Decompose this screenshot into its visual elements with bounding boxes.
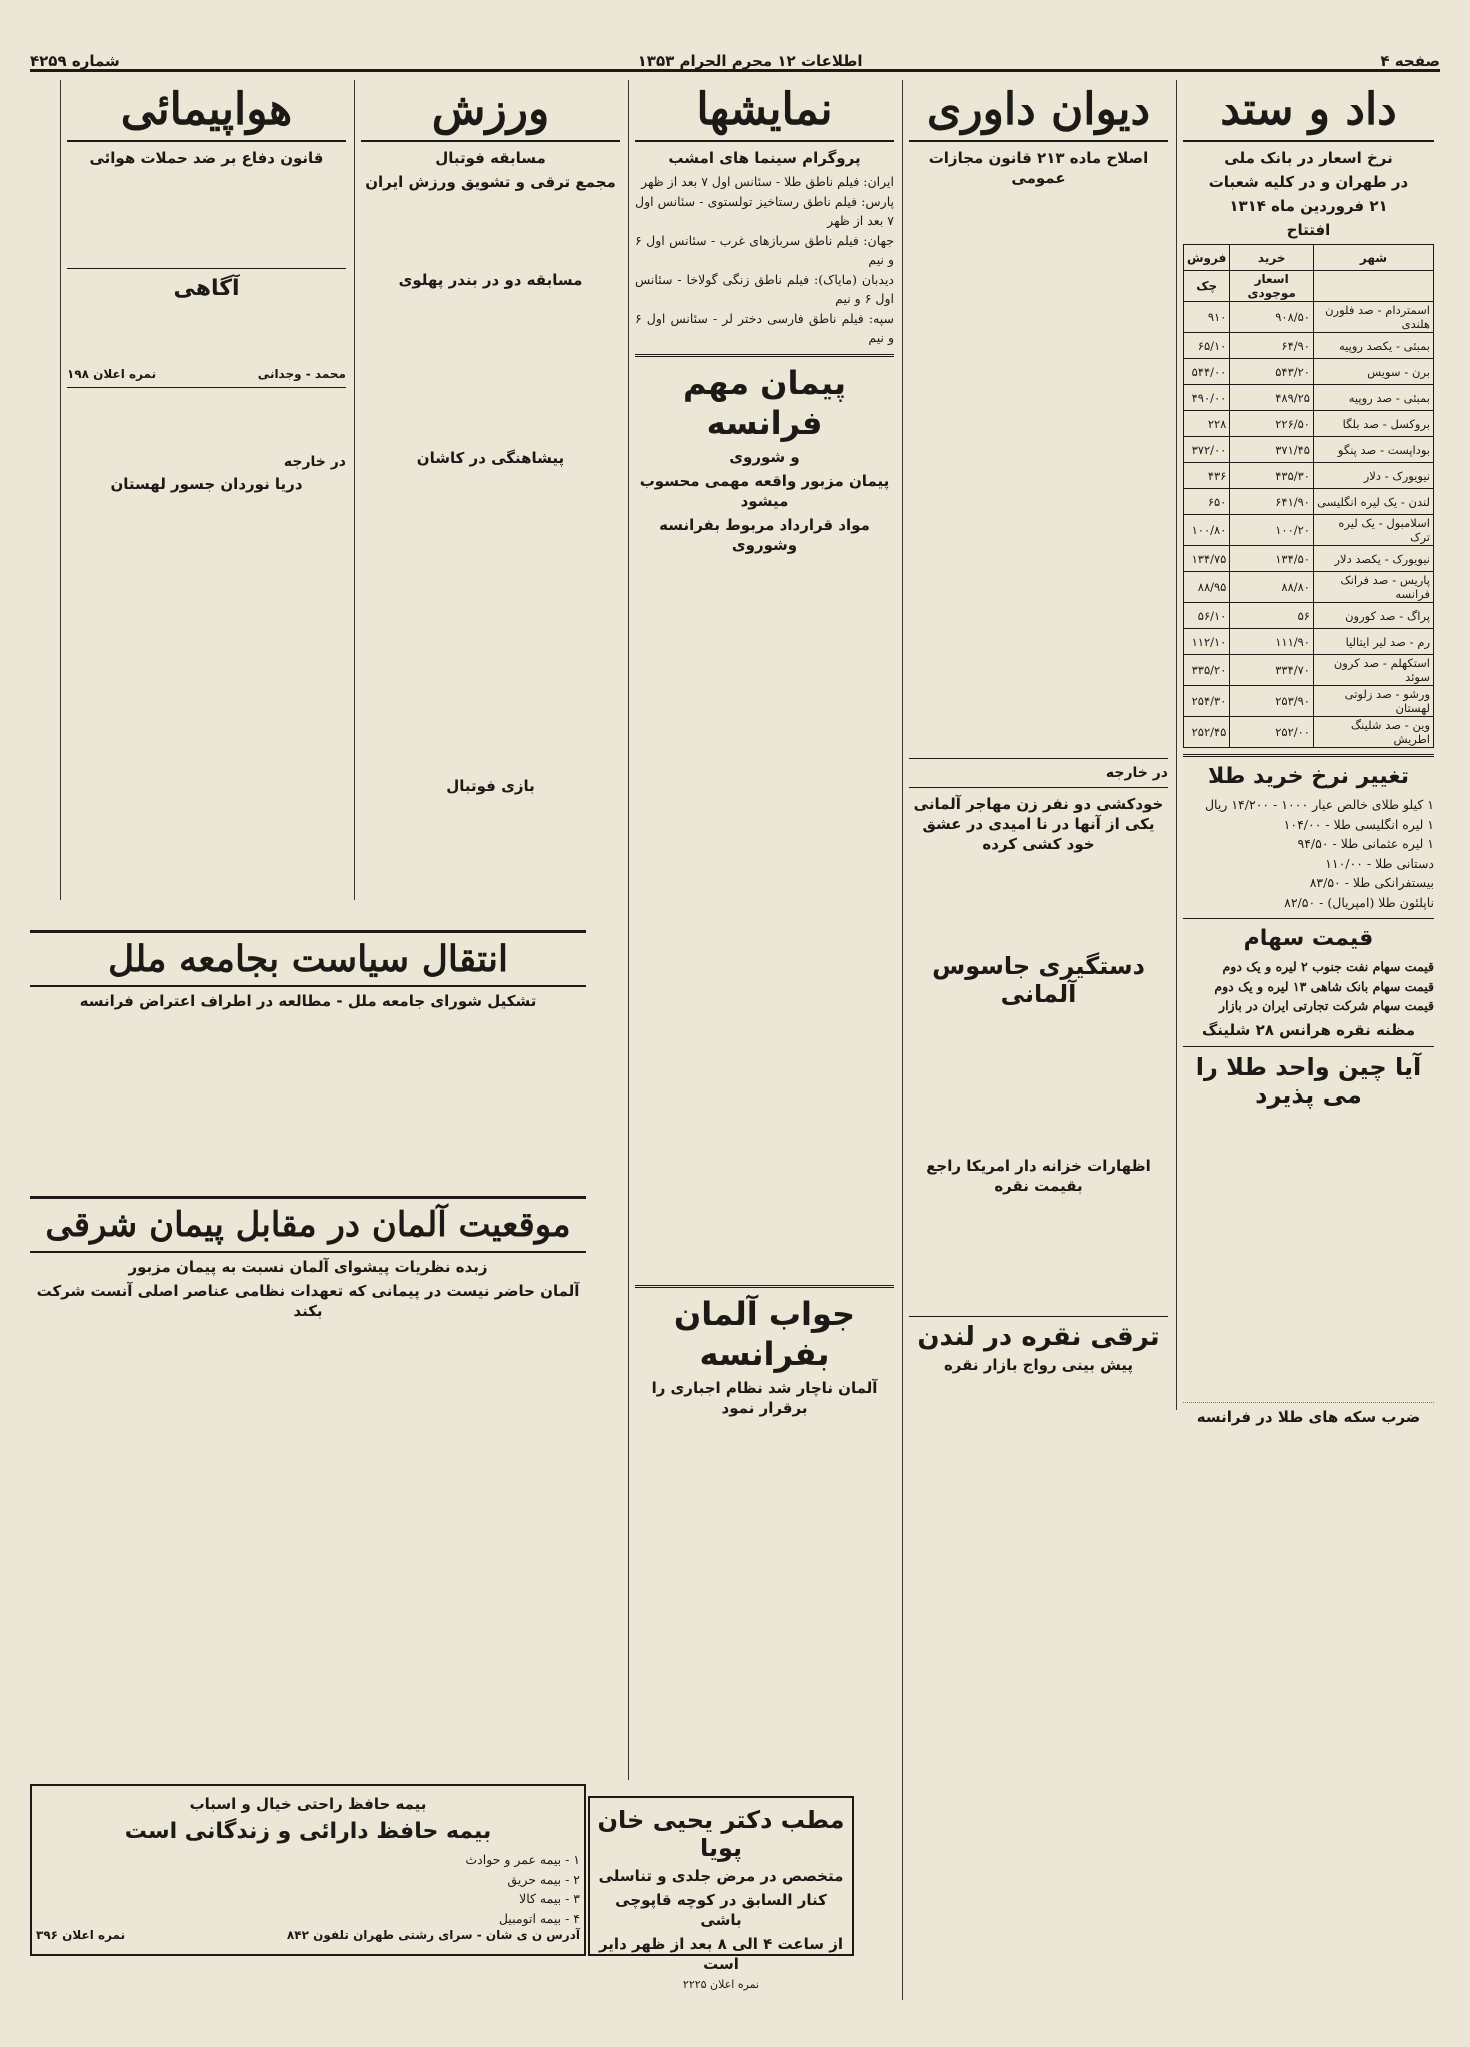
pact-sub2: پیمان مزبور واقعه مهمی محسوب میشود (639, 471, 890, 510)
rate-city: نیویورک - یکصد دلار (1313, 546, 1433, 572)
rate-row (1184, 655, 1434, 686)
rate-city: اسمتردام - صد فلورن هلندی (1313, 302, 1433, 333)
rate-row (1184, 437, 1434, 463)
doctor-ad-line1: متخصص در مرض جلدی و تناسلی (598, 1867, 844, 1885)
insurance-sub: بیمه حافظ راحتی خیال و اسباب (189, 1795, 427, 1813)
france-gold-coins-headline: ضرب سکه های طلا در فرانسه (1196, 1407, 1421, 1426)
sports-text-2 (361, 294, 620, 444)
rates-header-buy: خرید (1230, 245, 1314, 271)
rate-buy: ۴۸۹/۲۵ (1230, 385, 1314, 411)
rate-buy: ۲۵۳/۹۰ (1230, 686, 1314, 717)
column-aviation (60, 80, 352, 900)
germany-position-title: موقعیت آلمان در مقابل پیمان شرقی (30, 1196, 586, 1253)
doctor-ad-number: نمره اعلان ۲۲۲۵ (682, 1978, 760, 1991)
insurance-ad (30, 1784, 586, 1956)
league-title: انتقال سیاست بجامعه ملل (30, 930, 586, 987)
rate-buy: ۸۸/۸۰ (1230, 572, 1314, 603)
rate-buy: ۵۶ (1230, 603, 1314, 629)
notice-number: نمره اعلان ۱۹۸ (67, 367, 157, 381)
rate-row (1184, 385, 1434, 411)
page-number: صفحه ۴ (1380, 51, 1440, 70)
column-shows (628, 80, 900, 1780)
rate-buy: ۳۳۴/۷۰ (1230, 655, 1314, 686)
rate-city: بوداپست - صد پنگو (1313, 437, 1433, 463)
rate-buy: ۳۷۱/۴۵ (1230, 437, 1314, 463)
rate-sell: ۸۸/۹۵ (1184, 572, 1230, 603)
rate-row (1184, 515, 1434, 546)
rate-row (1184, 411, 1434, 437)
stock-item: قیمت سهام بانک شاهی ۱۳ لیره و یک دوم (1214, 978, 1434, 994)
rate-sell: ۳۳۵/۲۰ (1184, 655, 1230, 686)
rate-buy: ۶۴/۹۰ (1230, 333, 1314, 359)
silver-london-text (909, 1379, 1168, 1669)
gold-title: تغییر نرخ خرید طلا (1207, 764, 1410, 789)
rate-sell: ۱۰۰/۸۰ (1184, 515, 1230, 546)
gold-item: ۱ لیره عثمانی طلا - ۹۴/۵۰ (1297, 836, 1434, 851)
cinema-item: ایران: فیلم ناطق طلا - سئانس اول ۷ بعد از ظهر (641, 174, 894, 189)
gold-item: بیستفرانکی طلا - ۸۳/۵۰ (1309, 875, 1434, 890)
gold-item: دستانی طلا - ۱۱۰/۰۰ (1325, 855, 1434, 871)
stock-list (1183, 957, 1434, 1016)
pact-text (635, 559, 894, 1279)
rate-buy: ۴۳۵/۳۰ (1230, 463, 1314, 489)
rate-row (1184, 359, 1434, 385)
rates-header-sell: فروش (1184, 245, 1230, 271)
column-trade (1176, 80, 1440, 1426)
insurance-item: ۳ - بیمه کالا (519, 1891, 580, 1906)
rate-buy: ۱۰۰/۲۰ (1230, 515, 1314, 546)
league-article (30, 930, 586, 1190)
germany-position-sub1: زبده نظریات پیشوای آلمان نسبت به پیمان مزبور (128, 1258, 488, 1276)
shows-program: پروگرام سینما های امشب (668, 149, 861, 167)
court-abroad-label: در خارجه (1105, 765, 1168, 781)
rate-city: لندن - یک لیره انگلیسی (1313, 489, 1433, 515)
gold-item: ۱ لیره انگلیسی طلا - ۱۰۴/۰۰ (1283, 816, 1434, 832)
aviation-sub: قانون دفاع بر ضد حملات هوائی (89, 149, 324, 167)
rate-sell: ۹۱۰ (1184, 302, 1230, 333)
rate-city: بروکسل - صد بلگا (1313, 411, 1433, 437)
rate-sell: ۱۱۲/۱۰ (1184, 629, 1230, 655)
sports-text-1 (361, 196, 620, 266)
court-sub-suicide: خودکشی دو نفر زن مهاجر آلمانی یکی از آنها در نا امیدی در عشق خود کشی کرده (913, 795, 1164, 853)
rates-subheader-stock: اسعار موجودی (1230, 271, 1314, 302)
masthead (30, 52, 1440, 72)
cinema-item: سپه: فیلم ناطق فارسی دختر لر - سئانس اول ۶ و نیم (635, 310, 894, 345)
rate-buy: ۲۵۲/۰۰ (1230, 717, 1314, 748)
football-note (67, 394, 346, 454)
court-sub-treasurer: اظهارات خزانه دار امریکا راجع بقیمت نقره (926, 1157, 1151, 1195)
sports-society: مجمع ترقی و تشویق ورزش ایران (365, 173, 616, 191)
trade-subtitle: نرخ اسعار در بانک ملی (1224, 149, 1393, 167)
rate-sell: ۲۲۸ (1184, 411, 1230, 437)
germany-position-article (30, 1196, 586, 1776)
insurance-ad-number: نمره اعلان ۳۹۶ (36, 1928, 126, 1942)
rate-city: نیویورک - دلار (1313, 463, 1433, 489)
stock-item: قیمت سهام نفت جنوب ۲ لیره و یک دوم (1222, 959, 1434, 974)
pact-sub1: و شوروی (729, 447, 800, 466)
rate-city: پراگ - صد کورون (1313, 603, 1433, 629)
rate-row (1184, 546, 1434, 572)
cinema-item: پارس: فیلم ناطق رستاخیز تولستوی - سئانس اول ۷ بعد از ظهر (635, 193, 894, 228)
insurance-item: ۲ - بیمه حریق (507, 1871, 580, 1887)
rate-sell: ۶۵۰ (1184, 489, 1230, 515)
pact-sub3: مواد قرارداد مربوط بفرانسه وشوروی (659, 515, 870, 554)
rate-row (1184, 489, 1434, 515)
league-text (30, 1015, 586, 1185)
rate-city: برن - سویس (1313, 359, 1433, 385)
rate-row (1184, 603, 1434, 629)
court-sub-spy: دستگیری جاسوس آلمانی (932, 952, 1145, 1008)
rate-sell: ۶۵/۱۰ (1184, 333, 1230, 359)
league-sub: تشکیل شورای جامعه ملل - مطالعه در اطراف اعتراض فرانسه (79, 992, 537, 1010)
germany-reply-sub: آلمان ناچار شد نظام اجباری را برقرار نمود (651, 1378, 878, 1417)
rate-row (1184, 333, 1434, 359)
issue-date: اطلاعات ۱۲ محرم الحرام ۱۳۵۳ (637, 51, 863, 70)
rate-sell: ۱۳۴/۷۵ (1184, 546, 1230, 572)
rates-subheader-cheque: چک (1184, 271, 1230, 302)
doctor-ad-line2: کنار السابق در کوچه قاپوچی باشی (615, 1891, 827, 1929)
stock-item: قیمت سهام شرکت تجارتی ایران در بازار (1219, 998, 1434, 1013)
aviation-text (67, 172, 346, 262)
rate-row (1184, 572, 1434, 603)
rates-body (1184, 302, 1434, 748)
rate-sell: ۲۵۲/۴۵ (1184, 717, 1230, 748)
exchange-rate-table (1183, 244, 1434, 748)
insurance-address: آدرس ن ی شان - سرای رشتی طهران تلفون ۸۴۲ (286, 1928, 580, 1942)
notice-signature: محمد - وجدانی (257, 367, 346, 381)
silver-london-headline: ترقی نقره در لندن (917, 1322, 1160, 1352)
shows-title: نمایشها (635, 80, 894, 142)
rates-header-city: شهر (1313, 245, 1433, 271)
pact-title: پیمان مهم فرانسه (682, 363, 847, 442)
trade-subtitle-3: ۲۱ فروردین ماه ۱۳۱۴ (1229, 197, 1388, 215)
rate-buy: ۹۰۸/۵۰ (1230, 302, 1314, 333)
rate-row (1184, 302, 1434, 333)
sailors-headline: دریا نوردان جسور لهستان (110, 475, 303, 493)
doctor-ad (588, 1796, 854, 1991)
germany-position-text (30, 1325, 586, 1785)
gold-list (1183, 795, 1434, 912)
rate-row (1184, 717, 1434, 748)
cinema-item: دیدبان (مایاک): فیلم ناطق زنگی گولاخا - سئانس اول ۶ و نیم (635, 271, 894, 306)
rate-city: بمبئی - یکصد روپیه (1313, 333, 1433, 359)
sports-text-3 (361, 472, 620, 772)
cinema-list (635, 172, 894, 348)
insurance-item: ۴ - بیمه اتومبیل (498, 1910, 580, 1926)
rate-buy: ۲۲۶/۵۰ (1230, 411, 1314, 437)
cinema-item: جهان: فیلم ناطق سربازهای غرب - سئانس اول ۶ و نیم (635, 232, 894, 267)
column-sports (354, 80, 626, 900)
sports-title: ورزش (361, 80, 620, 142)
rate-city: استکهلم - صد کرون سوئد (1313, 655, 1433, 686)
rate-buy: ۱۳۴/۵۰ (1230, 546, 1314, 572)
aviation-title: هواپیمائی (67, 80, 346, 142)
silver-london-sub: پیش بینی رواج بازار نقره (943, 1356, 1134, 1374)
rate-sell: ۴۹۰/۰۰ (1184, 385, 1230, 411)
rate-row (1184, 463, 1434, 489)
aviation-abroad-label: در خارجه (283, 454, 346, 470)
germany-reply-title: جواب آلمان بفرانسه (673, 1294, 856, 1373)
sailors-text (67, 498, 346, 878)
notice-title: آگاهی (173, 276, 240, 301)
court-text (909, 192, 1168, 752)
gold-item: ناپلئون طلا (امپریال) - ۸۲/۵۰ (1284, 894, 1434, 910)
column-court (902, 80, 1174, 2000)
doctor-ad-title: مطب دکتر یحیی خان پویا (597, 1806, 845, 1862)
trade-subtitle-4: افتتاح (1286, 221, 1331, 239)
silver-price: مظنه نقره هرانس ۲۸ شلینگ (1201, 1020, 1416, 1039)
court-sub-article: اصلاح ماده ۲۱۳ قانون مجازات عمومی (928, 149, 1149, 187)
suicide-text (909, 858, 1168, 948)
stock-title: قیمت سهام (1243, 926, 1374, 951)
rate-buy: ۱۱۱/۹۰ (1230, 629, 1314, 655)
rate-city: پاریس - صد فرانک فرانسه (1313, 572, 1433, 603)
rate-city: ورشو - صد زلوتی لهستان (1313, 686, 1433, 717)
rate-sell: ۵۶/۱۰ (1184, 603, 1230, 629)
doctor-ad-line3: از ساعت ۴ الی ۸ بعد از ظهر دایر است (598, 1935, 844, 1973)
rate-city: رم - صد لیر ایتالیا (1313, 629, 1433, 655)
rate-sell: ۵۴۴/۰۰ (1184, 359, 1230, 385)
rate-row (1184, 629, 1434, 655)
rate-city: وین - صد شلینگ اطریش (1313, 717, 1433, 748)
issue-number: شماره ۴۲۵۹ (30, 51, 120, 70)
sports-football-game: بازی فوتبال (446, 777, 535, 795)
insurance-title: بیمه حافظ دارائی و زندگانی است (124, 1819, 492, 1844)
court-title: دیوان داوری (909, 80, 1168, 142)
spy-text (909, 1012, 1168, 1152)
insurance-list (36, 1850, 580, 1928)
china-gold-text (1183, 1113, 1434, 1403)
rate-city: بمبئی - صد روپیه (1313, 385, 1433, 411)
trade-subtitle-2: در طهران و در کلیه شعبات (1208, 173, 1409, 191)
notice-text (67, 307, 346, 367)
insurance-item: ۱ - بیمه عمر و حوادث (465, 1852, 580, 1867)
sports-race: مسابقه دو در بندر پهلوی (398, 271, 583, 289)
germany-position-sub2: آلمان حاضر نیست در پیمانی که تعهدات نظامی عناصر اصلی آنست شرکت بکند (36, 1282, 580, 1320)
rate-sell: ۲۵۴/۳۰ (1184, 686, 1230, 717)
sports-scouts: پیشاهنگی در کاشان (416, 449, 565, 467)
treasurer-text (909, 1200, 1168, 1310)
rate-row (1184, 686, 1434, 717)
rate-buy: ۵۴۳/۲۰ (1230, 359, 1314, 385)
rate-sell: ۴۳۶ (1184, 463, 1230, 489)
gold-item: ۱ کیلو طلای خالص عیار ۱۰۰۰ - ۱۴/۲۰۰ ریال (1204, 797, 1434, 812)
trade-title: داد و ستد (1183, 80, 1434, 142)
rate-sell: ۳۷۲/۰۰ (1184, 437, 1230, 463)
sports-football: مسابقه فوتبال (435, 149, 546, 167)
rate-buy: ۶۴۱/۹۰ (1230, 489, 1314, 515)
rate-city: اسلامبول - یک لیره ترک (1313, 515, 1433, 546)
china-gold-headline: آیا چین واحد طلا را می پذیرد (1195, 1052, 1422, 1109)
